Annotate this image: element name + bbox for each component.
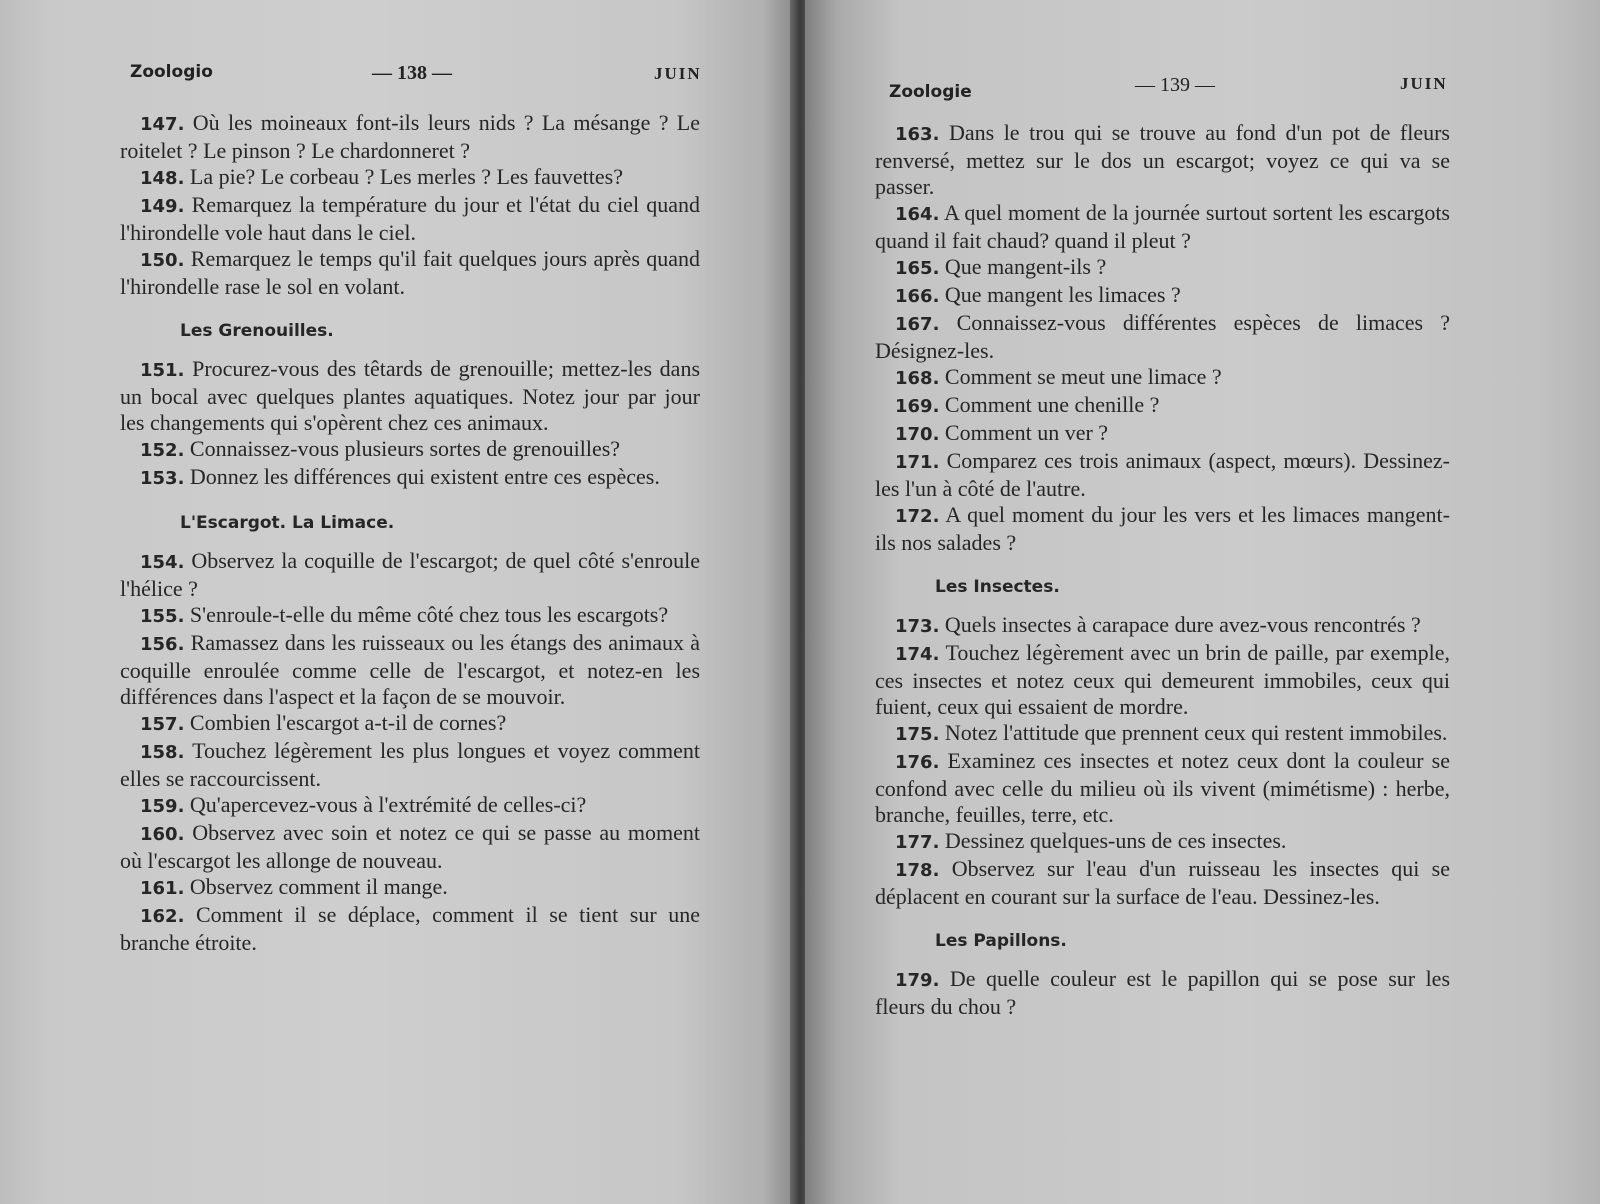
question-text: Observez sur l'eau d'un ruisseau les insectes qui se déplacent en courant sur la surface de l'eau. Dessinez-les. [875, 856, 1451, 909]
question-item [875, 748, 1450, 828]
question-text: Examinez ces insectes et notez ceux dont la couleur se confond avec celle du milieu où ils vivent (mimétisme) : herbe, branche, feuilles, terre, etc. [875, 748, 1450, 827]
question-number: 165. [895, 258, 940, 279]
question-text: Que mangent-ils ? [944, 254, 1107, 279]
question-text: Combien l'escargot a-t-il de cornes? [189, 710, 507, 735]
question-number: 159. [140, 796, 185, 817]
question-text: Comment se meut une limace ? [944, 364, 1222, 389]
question-text: Comment il se déplace, comment il se tient sur une branche étroite. [120, 902, 701, 955]
question-text: Quels insectes à carapace dure avez-vous rencontrés ? [944, 612, 1421, 637]
right-header-page-number: — 139 — [1135, 74, 1215, 96]
section-title: L'Escargot. La Limace. [180, 513, 395, 533]
question-item [120, 548, 700, 602]
question-text: De quelle couleur est le papillon qui se pose sur les fleurs du chou ? [875, 966, 1451, 1019]
question-item [875, 502, 1450, 556]
question-text: Comment un ver ? [944, 420, 1109, 445]
question-text: Connaissez-vous différentes espèces de limaces ? Désignez-les. [875, 310, 1451, 363]
question-text: Connaissez-vous plusieurs sortes de grenouilles? [189, 436, 621, 461]
question-number: 168. [895, 368, 940, 389]
question-number: 147. [140, 114, 185, 135]
question-item [875, 364, 1450, 392]
question-number: 151. [140, 360, 185, 381]
section-title: Les Papillons. [935, 931, 1067, 951]
question-text: S'enroule-t-elle du même côté chez tous les escargots? [189, 602, 669, 627]
question-item [120, 602, 700, 630]
question-number: 167. [895, 314, 940, 335]
question-item [875, 612, 1450, 640]
question-item [120, 192, 700, 246]
question-number: 150. [140, 250, 185, 271]
question-text: Touchez légèrement avec un brin de paille, par exemple, ces insectes et notez ceux qui demeurent immobiles, ceux qui fuient, ceux qui essaient de mordre. [875, 640, 1450, 719]
question-text: Qu'apercevez-vous à l'extrémité de celles-ci? [189, 792, 587, 817]
question-text: Ramassez dans les ruisseaux ou les étangs des animaux à coquille enroulée comme celle de l'escargot, et notez-en les différences dans l'aspect et la façon de se mouvoir. [120, 630, 701, 709]
question-text: Observez comment il mange. [189, 874, 448, 899]
question-item [120, 464, 700, 492]
left-page [0, 0, 795, 1204]
question-item [875, 200, 1450, 254]
question-text: Observez avec soin et notez ce qui se passe au moment où l'escargot les allonge de nouveau. [120, 820, 701, 873]
question-text: Que mangent les limaces ? [944, 282, 1181, 307]
question-number: 176. [895, 752, 940, 773]
question-number: 160. [140, 824, 185, 845]
question-text: Remarquez la température du jour et l'état du ciel quand l'hirondelle vole haut dans le ciel. [120, 192, 701, 245]
question-number: 174. [895, 644, 940, 665]
question-text: Observez la coquille de l'escargot; de quel côté s'enroule l'hélice ? [120, 548, 700, 601]
question-item [875, 828, 1450, 856]
right-header-subject: Zoologie [889, 82, 972, 102]
question-text: Dans le trou qui se trouve au fond d'un pot de fleurs renversé, mettez sur le dos un escargot; voyez ce qui va se passer. [875, 120, 1450, 199]
question-item [875, 640, 1450, 720]
question-item [120, 246, 700, 300]
question-item [875, 420, 1450, 448]
question-item [120, 356, 700, 436]
left-header-page-number: — 138 — [372, 62, 452, 84]
question-text: A quel moment de la journée surtout sortent les escargots quand il fait chaud? quand il pleut ? [875, 200, 1450, 253]
question-number: 162. [140, 906, 185, 927]
question-number: 148. [140, 168, 185, 189]
question-item [120, 792, 700, 820]
question-item [120, 630, 700, 710]
right-page-body [875, 120, 1450, 1020]
question-text: Comparez ces trois animaux (aspect, mœurs). Dessinez-les l'un à côté de l'autre. [875, 448, 1450, 501]
question-number: 172. [895, 506, 940, 527]
question-number: 178. [895, 860, 940, 881]
question-number: 155. [140, 606, 185, 627]
question-text: Touchez légèrement les plus longues et voyez comment elles se raccourcissent. [120, 738, 700, 791]
question-item [875, 856, 1450, 910]
right-page [805, 0, 1600, 1204]
question-number: 156. [140, 634, 185, 655]
question-number: 154. [140, 552, 185, 573]
question-item [875, 720, 1450, 748]
question-number: 153. [140, 468, 185, 489]
question-number: 169. [895, 396, 940, 417]
question-number: 161. [140, 878, 185, 899]
question-text: Dessinez quelques-uns de ces insectes. [944, 828, 1287, 853]
question-item [875, 282, 1450, 310]
question-text: Comment une chenille ? [944, 392, 1160, 417]
question-item [120, 436, 700, 464]
question-item [875, 120, 1450, 200]
question-text: A quel moment du jour les vers et les limaces mangent-ils nos salades ? [875, 502, 1450, 555]
question-item [875, 310, 1450, 364]
question-item [875, 448, 1450, 502]
question-item [120, 820, 700, 874]
question-number: 149. [140, 196, 185, 217]
question-number: 175. [895, 724, 940, 745]
question-item [120, 874, 700, 902]
question-number: 157. [140, 714, 185, 735]
section-title: Les Insectes. [935, 577, 1060, 597]
question-item [120, 710, 700, 738]
question-item [120, 902, 700, 956]
question-number: 179. [895, 970, 940, 991]
question-number: 164. [895, 204, 940, 225]
question-text: Donnez les différences qui existent entre ces espèces. [189, 464, 660, 489]
left-header-month: JUIN [654, 64, 702, 83]
question-number: 170. [895, 424, 940, 445]
question-text: Remarquez le temps qu'il fait quelques jours après quand l'hirondelle rase le sol en volant. [120, 246, 700, 299]
question-number: 173. [895, 616, 940, 637]
question-item [120, 164, 700, 192]
question-item [120, 110, 700, 164]
section-title: Les Grenouilles. [180, 321, 334, 341]
question-number: 158. [140, 742, 185, 763]
left-page-body [120, 110, 700, 956]
question-item [120, 738, 700, 792]
question-text: Où les moineaux font-ils leurs nids ? La mésange ? Le roitelet ? Le pinson ? Le chardonneret ? [120, 110, 700, 163]
question-item [875, 392, 1450, 420]
question-number: 177. [895, 832, 940, 853]
question-text: Procurez-vous des têtards de grenouille; mettez-les dans un bocal avec quelques plantes aquatiques. Notez jour par jour les changements qui s'opèrent chez ces animaux. [120, 356, 701, 435]
question-number: 166. [895, 286, 940, 307]
question-number: 171. [895, 452, 940, 473]
right-header-month: JUIN [1400, 74, 1448, 93]
question-item [875, 966, 1450, 1020]
question-text: La pie? Le corbeau ? Les merles ? Les fauvettes? [189, 164, 623, 189]
question-text: Notez l'attitude que prennent ceux qui restent immobiles. [944, 720, 1448, 745]
left-header-subject: Zoologio [130, 62, 213, 82]
question-number: 152. [140, 440, 185, 461]
question-item [875, 254, 1450, 282]
question-number: 163. [895, 124, 940, 145]
